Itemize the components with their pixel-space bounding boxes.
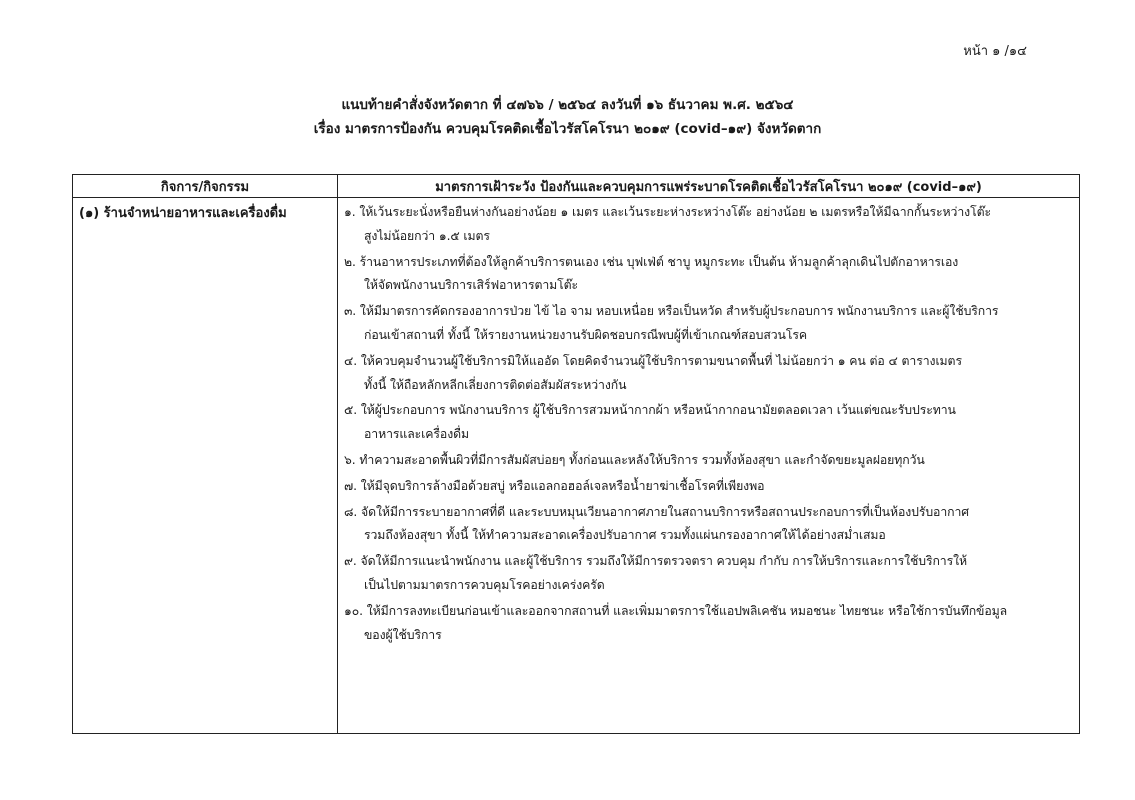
measures-table bbox=[72, 174, 1080, 734]
measure-item-4 bbox=[344, 350, 1073, 398]
page-number: หน้า ๑ /๑๔ bbox=[963, 44, 1027, 59]
measure-line-continued: สูงไม่น้อยกว่า ๑.๕ เมตร bbox=[364, 228, 490, 243]
measure-item-6 bbox=[344, 449, 1073, 473]
document-heading-reference: แนบท้ายคำสั่งจังหวัดตาก ที่ ๔๗๖๖ / ๒๕๖๔ ลงวันที่ ๑๖ ธันวาคม พ.ศ. ๒๕๖๔ bbox=[341, 97, 794, 113]
measure-item-5 bbox=[344, 399, 1073, 447]
table-header-row bbox=[73, 175, 1080, 198]
measure-line-continued: เป็นไปตามมาตรการควบคุมโรคอย่างเคร่งครัด bbox=[364, 577, 605, 592]
measure-item-7 bbox=[344, 475, 1073, 499]
measure-line: ๓. ให้มีมาตรการคัดกรองอาการป่วย ไข้ ไอ จาม หอบเหนื่อย หรือเป็นหวัด สำหรับผู้ประกอบการ พนักงานบริการ และผู้ใช้บริการ bbox=[344, 304, 999, 319]
measure-line-continued: ให้จัดพนักงานบริการเสิร์ฟอาหารตามโต๊ะ bbox=[364, 278, 579, 293]
measure-line: ๔. ให้ควบคุมจำนวนผู้ใช้บริการมิให้แออัด โดยคิดจำนวนผู้ใช้บริการตามขนาดพื้นที่ ไม่น้อยกว่า ๑ คน ต่อ ๔ ตารางเมตร bbox=[344, 353, 962, 368]
measure-item-10 bbox=[344, 600, 1073, 648]
measure-line: ๑๐. ให้มีการลงทะเบียนก่อนเข้าและออกจากสถานที่ และเพิ่มมาตรการใช้แอปพลิเคชัน หมอชนะ ไทยชนะ หรือใช้การบันทึกข้อมูล bbox=[344, 603, 1008, 618]
measure-line-continued: ทั้งนี้ ให้ถือหลักหลีกเลี่ยงการติดต่อสัมผัสระหว่างกัน bbox=[364, 377, 627, 392]
measure-item-2 bbox=[344, 251, 1073, 299]
measure-line-continued: รวมถึงห้องสุขา ทั้งนี้ ให้ทำความสะอาดเครื่องปรับอากาศ รวมทั้งแผ่นกรองอากาศให้ได้อย่างสม่ำเสมอ bbox=[364, 528, 886, 543]
measure-line: ๕. ให้ผู้ประกอบการ พนักงานบริการ ผู้ใช้บริการสวมหน้ากากผ้า หรือหน้ากากอนามัยตลอดเวลา เว้นแต่ขณะรับประทาน bbox=[344, 403, 956, 418]
table-row bbox=[73, 198, 1080, 734]
measure-line: ๖. ทำความสะอาดพื้นผิวที่มีการสัมผัสบ่อยๆ ทั้งก่อนและหลังให้บริการ รวมทั้งห้องสุขา และกำจัดขยะมูลฝอยทุกวัน bbox=[344, 452, 925, 467]
measures-cell bbox=[338, 198, 1080, 734]
measure-line: ๑. ให้เว้นระยะนั่งหรือยืนห่างกันอย่างน้อย ๑ เมตร และเว้นระยะห่างระหว่างโต๊ะ อย่างน้อย ๒ เมตรหรือให้มีฉากกั้นระหว่างโต๊ะ bbox=[344, 205, 991, 219]
measure-line-continued: ก่อนเข้าสถานที่ ทั้งนี้ ให้รายงานหน่วยงานรับผิดชอบกรณีพบผู้ที่เข้าเกณฑ์สอบสวนโรค bbox=[364, 327, 807, 342]
measure-line-continued: อาหารและเครื่องดื่ม bbox=[364, 427, 469, 442]
header-activity: กิจการ/กิจกรรม bbox=[73, 175, 338, 198]
measure-line: ๘. จัดให้มีการระบายอากาศที่ดี และระบบหมุนเวียนอากาศภายในสถานบริการหรือสถานประกอบการที่เป็นห้องปรับอากาศ bbox=[344, 504, 970, 519]
measure-line: ๙. จัดให้มีการแนะนำพนักงาน และผู้ใช้บริการ รวมถึงให้มีการตรวจตรา ควบคุม กำกับ การให้บริการและการใช้บริการให้ bbox=[344, 554, 968, 569]
document-heading-subject: เรื่อง มาตรการป้องกัน ควบคุมโรคติดเชื้อไวรัสโคโรนา ๒๐๑๙ (covid–๑๙) จังหวัดตาก bbox=[313, 121, 822, 137]
measure-item-1 bbox=[344, 201, 1073, 249]
measure-line: ๒. ร้านอาหารประเภทที่ต้องให้ลูกค้าบริการตนเอง เช่น บุฟเฟ่ต์ ชาบู หมูกระทะ เป็นต้น ห้ามลูกค้าลุกเดินไปตักอาหารเอง bbox=[344, 254, 959, 269]
measure-line: ๗. ให้มีจุดบริการล้างมือด้วยสบู่ หรือแอลกอฮอล์เจลหรือน้ำยาฆ่าเชื้อโรคที่เพียงพอ bbox=[344, 478, 765, 493]
measure-item-8 bbox=[344, 501, 1073, 549]
measure-item-9 bbox=[344, 550, 1073, 598]
measure-line-continued: ของผู้ใช้บริการ bbox=[364, 627, 442, 642]
header-measures: มาตรการเฝ้าระวัง ป้องกันและควบคุมการแพร่ระบาดโรคติดเชื้อไวรัสโคโรนา ๒๐๑๙ (covid–๑๙) bbox=[338, 175, 1080, 198]
activity-cell: (๑) ร้านจำหน่ายอาหารและเครื่องดื่ม bbox=[73, 198, 338, 734]
measure-item-3 bbox=[344, 300, 1073, 348]
